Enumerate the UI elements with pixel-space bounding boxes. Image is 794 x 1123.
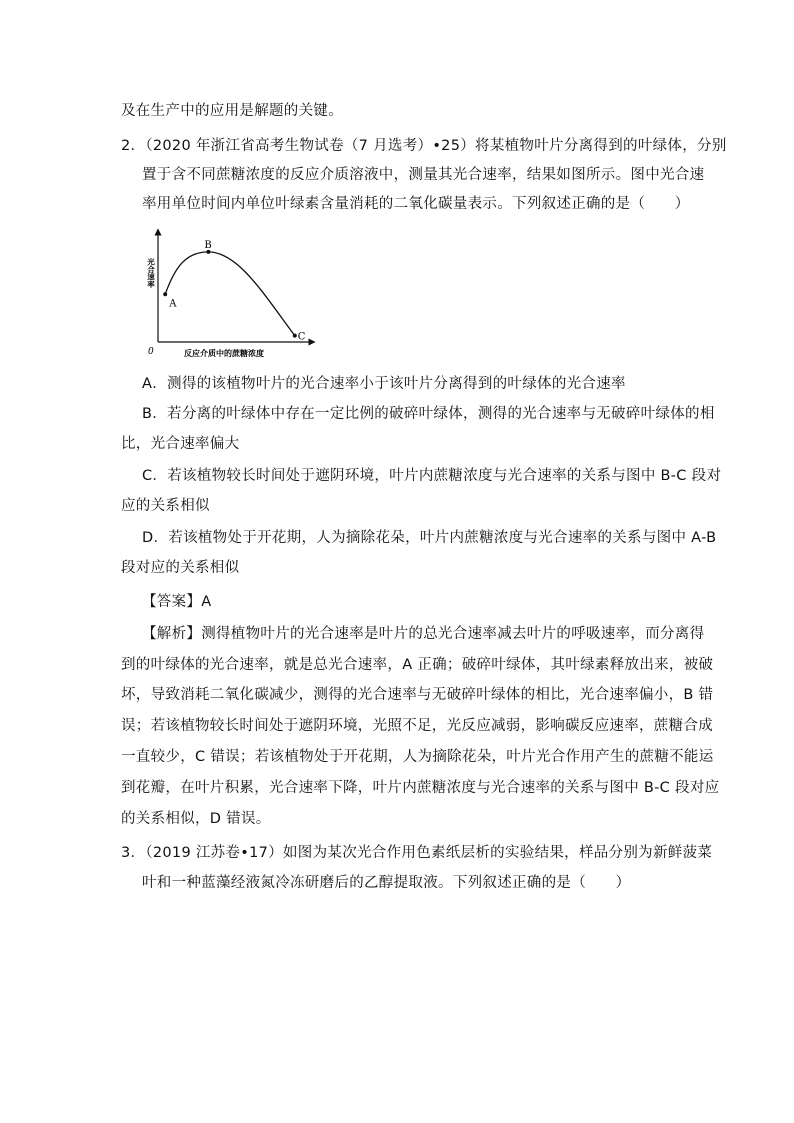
origin-label: 0	[148, 347, 154, 357]
analysis-line-3: 坏，导致消耗二氧化碳减少，测得的光合速率与无破碎叶绿体的相比，光合速率偏小，B 错	[121, 687, 714, 703]
point-c	[293, 334, 297, 338]
option-c-line-2: 应的关系相似	[121, 498, 210, 514]
analysis-line-2: 到的叶绿体的光合速率，就是总光合速率，A 正确；破碎叶绿体，其叶绿素释放出来，被破	[121, 657, 714, 673]
question-3-line-1: 3．（2019 江苏卷•17）如图为某次光合作用色素纸层析的实验结果，样品分别为新鲜菠菜	[121, 845, 713, 861]
text-line-intro-tail: 及在生产中的应用是解题的关键。	[121, 103, 343, 119]
question-2-line-1: 2．（2020 年浙江省高考生物试卷（7 月选考）•25）将某植物叶片分离得到的叶绿体，分别	[121, 138, 727, 154]
answer-label: 【答案】	[142, 594, 202, 610]
analysis-line-4: 误；若该植物较长时间处于遮阴环境，光照不足，光反应减弱，影响碳反应速率，蔗糖合成	[121, 718, 713, 734]
option-c-line-1: C．若该植物较长时间处于遮阴环境，叶片内蔗糖浓度与光合速率的关系与图中 B-C 段对	[142, 468, 722, 484]
option-b-line-1: B．若分离的叶绿体中存在一定比例的破碎叶绿体，测得的光合速率与无破碎叶绿体的相	[142, 406, 715, 422]
analysis-label: 【解析】	[142, 626, 202, 642]
y-axis-label: 光合速率	[146, 258, 156, 288]
point-a	[163, 292, 167, 296]
question-2-line-2: 置于含不同蔗糖浓度的反应介质溶液中，测量其光合速率，结果如图所示。图中光合速	[142, 167, 705, 183]
option-b-line-2: 比，光合速率偏大	[121, 436, 240, 452]
answer-line	[142, 592, 211, 612]
point-label-b: B	[204, 239, 212, 251]
curve-line	[165, 252, 295, 336]
analysis-line-5: 一直较少，C 错误；若该植物处于开花期，人为摘除花朵，叶片光合作用产生的蔗糖不能运	[121, 749, 714, 765]
answer-value: A	[201, 594, 212, 610]
analysis-line-1	[142, 624, 704, 644]
x-axis-label: 反应介质中的蔗糖浓度	[184, 348, 264, 358]
analysis-line-7: 的关系相似，D 错误。	[121, 811, 271, 827]
option-a: A．测得的该植物叶片的光合速率小于该叶片分离得到的叶绿体的光合速率	[142, 376, 626, 392]
analysis-line-6: 到花瓣，在叶片积累，光合速率下降，叶片内蔗糖浓度与光合速率的关系与图中 B-C 段对应	[121, 780, 720, 796]
option-d-line-1: D．若该植物处于开花期，人为摘除花朵，叶片内蔗糖浓度与光合速率的关系与图中 A-B	[142, 530, 717, 546]
point-label-a: A	[169, 298, 177, 310]
question-3-line-2: 叶和一种蓝藻经液氮冷冻研磨后的乙醇提取液。下列叙述正确的是（ ）	[142, 875, 631, 891]
analysis-text-1: 测得植物叶片的光合速率是叶片的总光合速率减去叶片的呼吸速率，而分离得	[201, 626, 705, 642]
sucrose-photosynthesis-chart	[142, 226, 322, 364]
point-label-c: C	[297, 331, 306, 343]
question-2-line-3: 率用单位时间内单位叶绿素含量消耗的二氧化碳量表示。下列叙述正确的是（ ）	[142, 196, 690, 212]
option-d-line-2: 段对应的关系相似	[121, 560, 240, 576]
chart-svg	[142, 226, 322, 364]
